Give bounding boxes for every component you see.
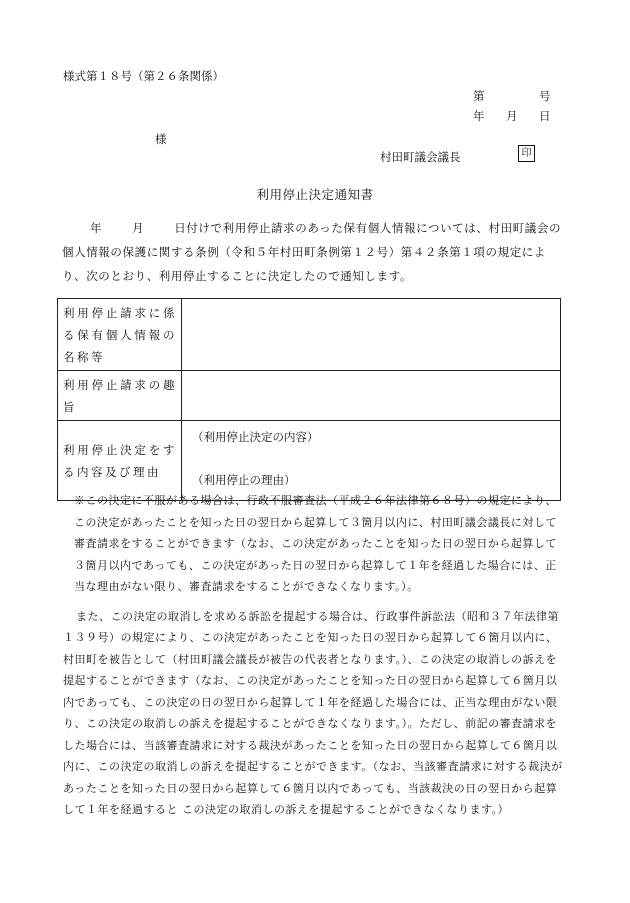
intro-month: 月	[132, 221, 145, 235]
date-year: 年	[473, 109, 485, 123]
note-administrative-appeal: ※この決定に不服がある場合は、行政不服審査法（平成２６年法律第６８号）の規定により、この決定があったことを知った日の翌日から起算して３箇月以内に、村田町議会議長に対して審査請求をすることができます（なお、この決定があったことを知った日の翌日から起算して３箇月以内であっても、この決定があった日の翌日から起算して１年を経過した場合には、正当な理由がない限り、審査請求をすることができなくなります。）。	[74, 494, 557, 593]
row-value-decision-reason	[182, 421, 561, 501]
table-row	[58, 421, 561, 501]
issuer-name: 村田町議会議長	[380, 150, 461, 164]
document-title: 利用停止決定通知書	[256, 187, 374, 202]
intro-text: 日付けで利用停止請求のあった保有個人情報については、村田町議会の個人情報の保護に関する条例（令和５年村田町条例第１２号）第４２条第１項の規定により、次のとおり、利用停止することに決定したので通知します。	[62, 221, 562, 283]
form-number: 様式第１８号（第２６条関係）	[63, 69, 224, 83]
notes-section	[63, 490, 564, 821]
decision-table	[57, 298, 561, 501]
row-label-information-name: 利用停止請求に係る保有個人情報の名称等	[58, 299, 182, 371]
row-value-information-name	[182, 299, 561, 371]
note-lawsuit: また、この決定の取消しを求める訴訟を提起する場合は、行政事件訴訟法（昭和３７年法律第１３９号）の規定により、この決定があったことを知った日の翌日から起算して６箇月以内に、村田町を被告として（村田町議会議長が被告の代表者となります。）、この決定の取消しの訴えを提起することができます（なお、この決定があったことを知った日の翌日から起算して６箇月以内であっても、この決定の日の翌日から起算して１年を経過した場合には、正当な理由がない限り、この決定の取消しの訴えを提起することができなくなります。）。ただし、前記の審査請求をした場合には、当該審査請求に対する裁決があったことを知った日の翌日から起算して６箇月以内に、この決定の取消しの訴えを提起することができます。（なお、当該審査請求に対する裁決があったことを知った日の翌日から起算して６箇月以内であっても、当該裁決の日の翌日から起算して１年を経過すると この決定の取消しの訴えを提起することができなくなります。）	[63, 609, 563, 816]
row-label-request-purpose: 利用停止請求の趣旨	[58, 371, 182, 421]
seal-mark: 印	[518, 145, 535, 162]
intro-year: 年	[90, 221, 103, 235]
date-month: 月	[506, 109, 518, 123]
intro-paragraph	[62, 216, 566, 288]
number-prefix: 第	[473, 89, 485, 103]
date-day: 日	[539, 109, 551, 123]
number-suffix: 号	[539, 89, 551, 103]
table-row	[58, 299, 561, 371]
row-label-decision-reason: 利用停止決定をする内容及び理由	[58, 421, 182, 501]
addressee-suffix: 様	[155, 132, 167, 146]
decision-content-label: （利用停止決定の内容）	[192, 430, 319, 444]
decision-reason-label: （利用停止の理由）	[192, 473, 296, 487]
row-value-request-purpose	[182, 371, 561, 421]
table-row	[58, 371, 561, 421]
